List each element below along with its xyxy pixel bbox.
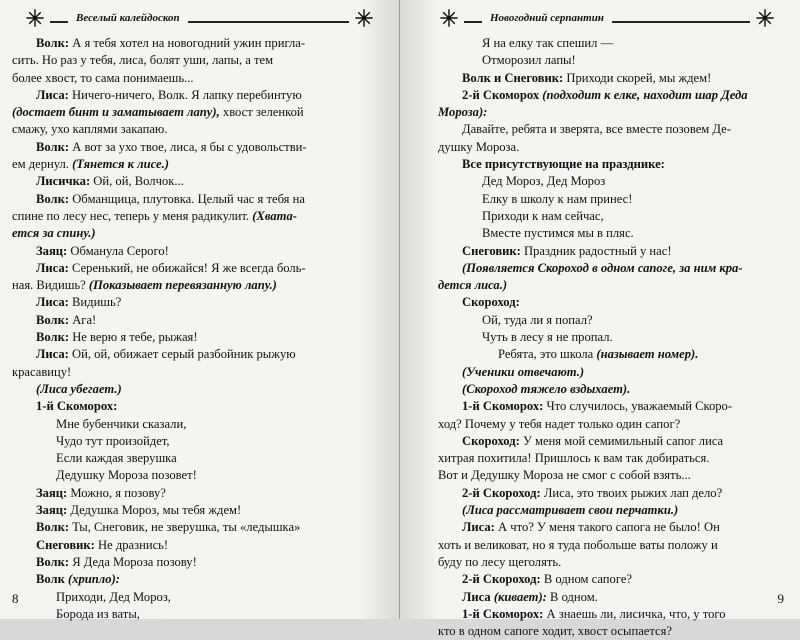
text-line	[12, 467, 386, 484]
dialogue-text: А знаешь ли, лисичка, что, у того	[543, 606, 726, 621]
page-number: 8	[12, 591, 19, 606]
dialogue-text: хвост зеленкой	[219, 105, 304, 120]
text-line	[12, 346, 386, 363]
dialogue-text: Отморозил лапы!	[482, 53, 576, 68]
text-line	[12, 139, 386, 156]
text-line	[12, 537, 386, 554]
dialogue-text: Ой, туда ли я попал?	[482, 312, 593, 327]
speaker-name: 2-й Скороход:	[462, 485, 541, 500]
dialogue-text: Елку в школу к нам принес!	[482, 191, 633, 206]
dialogue-text: Вместе пустимся мы в пляс.	[482, 226, 634, 241]
right-page-header	[440, 6, 774, 30]
dialogue-text: Давайте, ребята и зверята, все вместе позовем Де-	[462, 122, 731, 137]
text-line	[438, 623, 790, 640]
stage-direction: (Показывает перевязанную лапу.)	[88, 278, 277, 293]
text-line	[12, 277, 386, 294]
stage-direction: Мороза):	[438, 105, 488, 120]
speaker-name: Лиса:	[36, 87, 69, 102]
stage-direction: (называет номер).	[596, 347, 699, 362]
text-line	[12, 554, 386, 571]
text-line	[438, 485, 790, 502]
dialogue-text: Видишь?	[68, 295, 122, 310]
text-line	[12, 329, 386, 346]
dialogue-text: Ребята, это школа	[498, 347, 597, 362]
text-line	[12, 381, 386, 398]
text-line	[12, 519, 386, 536]
text-line	[438, 537, 790, 554]
text-line	[12, 243, 386, 260]
text-line	[12, 260, 386, 277]
text-line	[438, 467, 790, 484]
text-line	[438, 208, 790, 225]
text-line	[438, 329, 790, 346]
dialogue-text: Ничего-ничего, Волк. Я лапку перебинтую	[68, 87, 302, 102]
dialogue-text: Приходи скорей, мы ждем!	[563, 70, 712, 85]
dialogue-text: ход? Почему у тебя надет только один сапог?	[438, 416, 681, 431]
speaker-name: Лиса:	[462, 520, 495, 535]
snowflake-ornament-icon	[756, 9, 774, 27]
dialogue-text: Обманула Серого!	[67, 243, 169, 258]
dialogue-text: Приходи к нам сейчас,	[482, 208, 604, 223]
dialogue-text: более хвост, то сама понимаешь...	[12, 70, 194, 85]
stage-direction: (Хвата-	[252, 208, 297, 223]
text-line	[12, 225, 386, 242]
text-line	[438, 433, 790, 450]
dialogue-text: Мне бубенчики сказали,	[56, 416, 187, 431]
text-line	[438, 121, 790, 138]
text-line	[12, 294, 386, 311]
dialogue-text: Ты, Снеговик, не зверушка, ты «ледышка»	[69, 520, 301, 535]
stage-direction: (хрипло):	[64, 572, 120, 587]
text-line	[12, 35, 386, 52]
text-line	[438, 398, 790, 415]
text-line	[438, 589, 790, 606]
text-line	[438, 554, 790, 571]
text-line	[438, 35, 790, 52]
text-line	[12, 52, 386, 69]
snowflake-ornament-icon	[440, 9, 458, 27]
speaker-name: Заяц:	[36, 485, 68, 500]
text-line	[12, 364, 386, 381]
dialogue-text: Ага!	[69, 312, 97, 327]
page-number: 9	[777, 591, 784, 606]
speaker-name: 1-й Скоморох:	[462, 606, 544, 621]
dialogue-text: Не верю я тебе, рыжая!	[69, 330, 198, 345]
text-line	[438, 156, 790, 173]
text-line	[438, 450, 790, 467]
dialogue-text: буду по лесу щеголять.	[438, 554, 562, 569]
stage-direction: (Ученики отвечают.)	[462, 364, 585, 379]
header-rule	[188, 21, 349, 23]
speaker-name: Волк:	[36, 139, 70, 154]
text-line	[12, 104, 386, 121]
dialogue-text: Дедушка Мороз, мы тебя ждем!	[67, 503, 242, 518]
right-page	[400, 0, 800, 639]
speaker-name: Лиса:	[36, 260, 69, 275]
text-line	[12, 191, 386, 208]
text-line	[12, 589, 386, 606]
dialogue-text: Ой, ой, обижает серый разбойник рыжую	[68, 347, 296, 362]
stage-direction: (Тянется к лисе.)	[72, 157, 169, 172]
text-line	[438, 364, 790, 381]
stage-direction: (Появляется Скороход в одном сапоге, за ним кра-	[462, 260, 743, 275]
speaker-name: Волк:	[36, 36, 70, 50]
text-line	[12, 502, 386, 519]
dialogue-text: Приходи, Дед Мороз,	[56, 589, 171, 604]
dialogue-text: Чуть в лесу я не пропал.	[482, 330, 613, 345]
text-line	[438, 277, 790, 294]
dialogue-text: А я тебя хотел на новогодний ужин пригла-	[69, 36, 306, 50]
text-line	[12, 70, 386, 87]
speaker-name: Волк и Снеговик:	[462, 70, 564, 85]
text-line	[438, 139, 790, 156]
speaker-name: Волк:	[36, 520, 70, 535]
dialogue-text: Борода из ваты,	[56, 606, 140, 621]
dialogue-text: Если каждая зверушка	[56, 451, 177, 466]
text-line	[12, 121, 386, 138]
dialogue-text: Я на елку так спешил —	[482, 36, 614, 50]
text-line	[438, 173, 790, 190]
text-line	[438, 502, 790, 519]
stage-direction: (Скороход тяжело вздыхает).	[462, 381, 631, 396]
dialogue-text: Я Деда Мороза позову!	[69, 554, 197, 569]
dialogue-text: хитрая похитила! Пришлось к вам так добираться.	[438, 451, 710, 466]
dialogue-text: кто в одном сапоге ходит, хвост осыпается?	[438, 624, 672, 639]
text-line	[438, 70, 790, 87]
dialogue-text: Дед Мороз, Дед Мороз	[482, 174, 606, 189]
snowflake-ornament-icon	[26, 9, 44, 27]
dialogue-text: А что? У меня такого сапога не было! Он	[494, 520, 720, 535]
stage-direction: (подходит к елке, находит шар Деда	[539, 87, 748, 102]
text-line	[12, 87, 386, 104]
text-line	[12, 156, 386, 173]
text-line	[438, 52, 790, 69]
text-line	[438, 381, 790, 398]
text-line	[12, 173, 386, 190]
header-rule	[50, 21, 68, 23]
speaker-name: Скороход:	[462, 433, 520, 448]
speaker-name: Лиса:	[36, 347, 69, 362]
stage-direction: (Лиса рассматривает свои перчатки.)	[462, 503, 679, 518]
text-line	[438, 519, 790, 536]
dialogue-text: Дедушку Мороза позовет!	[56, 468, 197, 483]
dialogue-text: Ой, ой, Волчок...	[90, 174, 184, 189]
text-line	[438, 87, 790, 104]
speaker-name: Лиса	[462, 589, 491, 604]
dialogue-text: Серенький, не обижайся! Я же всегда боль-	[68, 260, 306, 275]
dialogue-text: Праздник радостный у нас!	[520, 243, 672, 258]
dialogue-text: душку Мороза.	[438, 139, 520, 154]
dialogue-text: сить. Но раз у тебя, лиса, болят уши, лапы, а тем	[12, 53, 274, 68]
speaker-name: Снеговик:	[462, 243, 521, 258]
dialogue-text: Что случилось, уважаемый Скоро-	[543, 399, 733, 414]
speaker-name: Скороход:	[462, 295, 520, 310]
text-line	[438, 416, 790, 433]
speaker-name: Лисичка:	[36, 174, 91, 189]
dialogue-text: В одном.	[546, 589, 598, 604]
text-line	[438, 346, 790, 363]
text-line	[12, 398, 386, 415]
text-line	[438, 260, 790, 277]
dialogue-text: спине по лесу нес, теперь у меня радикулит.	[12, 208, 253, 223]
dialogue-text: Можно, я позову?	[67, 485, 166, 500]
speaker-name: Волк:	[36, 330, 70, 345]
speaker-name: Волк:	[36, 554, 70, 569]
dialogue-text: смажу, ухо каплями закапаю.	[12, 122, 168, 137]
stage-direction: ется за спину.)	[12, 226, 96, 241]
dialogue-text: Вот и Дедушку Мороза не смог с собой взять...	[438, 468, 691, 483]
speaker-name: Волк	[36, 572, 65, 587]
left-page-text	[12, 35, 386, 623]
speaker-name: Лиса:	[36, 295, 69, 310]
dialogue-text: Лиса, это твоих рыжих лап дело?	[540, 485, 723, 500]
header-rule	[612, 21, 750, 23]
text-line	[438, 312, 790, 329]
speaker-name: Заяц:	[36, 243, 68, 258]
text-line	[438, 243, 790, 260]
dialogue-text: В одном сапоге?	[540, 572, 633, 587]
right-page-text	[438, 35, 790, 640]
text-line	[438, 225, 790, 242]
stage-direction: (Лиса убегает.)	[36, 381, 122, 396]
snowflake-ornament-icon	[355, 9, 373, 27]
dialogue-text: Обманщица, плутовка. Целый час я тебя на	[69, 191, 305, 206]
text-line	[12, 485, 386, 502]
text-line	[12, 606, 386, 623]
speaker-name: Снеговик:	[36, 537, 95, 552]
text-line	[12, 571, 386, 588]
left-page	[0, 0, 400, 619]
stage-direction: (кивает):	[490, 589, 547, 604]
dialogue-text: Не дразнись!	[94, 537, 169, 552]
speaker-name: 1-й Скоморох:	[36, 399, 118, 414]
speaker-name: 2-й Скороход:	[462, 572, 541, 587]
speaker-name: Волк:	[36, 191, 70, 206]
running-head: Веселый калейдоскоп	[76, 12, 180, 24]
dialogue-text: хоть и великоват, но я туда побольше ваты положу и	[438, 537, 718, 552]
text-line	[12, 416, 386, 433]
stage-direction: (достает бинт и заматывает лапу),	[12, 105, 220, 120]
text-line	[12, 450, 386, 467]
dialogue-text: А вот за ухо твое, лиса, я бы с удовольстви-	[69, 139, 307, 154]
dialogue-text: Чудо тут произойдет,	[56, 433, 170, 448]
text-line	[438, 191, 790, 208]
speaker-name: Заяц:	[36, 503, 68, 518]
stage-direction: дется лиса.)	[438, 278, 508, 293]
text-line	[438, 571, 790, 588]
dialogue-text: ем дернул.	[12, 157, 73, 172]
dialogue-text: красавицу!	[12, 364, 72, 379]
text-line	[438, 104, 790, 121]
text-line	[438, 294, 790, 311]
speaker-name: 1-й Скоморох:	[462, 399, 544, 414]
dialogue-text: ная. Видишь?	[12, 278, 89, 293]
left-page-header	[26, 6, 373, 30]
text-line	[12, 312, 386, 329]
text-line	[438, 606, 790, 623]
speaker-name: Волк:	[36, 312, 70, 327]
speaker-name: Все присутствующие на празднике:	[462, 157, 665, 172]
text-line	[12, 208, 386, 225]
text-line	[12, 433, 386, 450]
header-rule	[464, 21, 482, 23]
dialogue-text: У меня мой семимильный сапог лиса	[519, 433, 724, 448]
running-head: Новогодний серпантин	[490, 12, 604, 24]
speaker-name: 2-й Скоморох	[462, 87, 540, 102]
